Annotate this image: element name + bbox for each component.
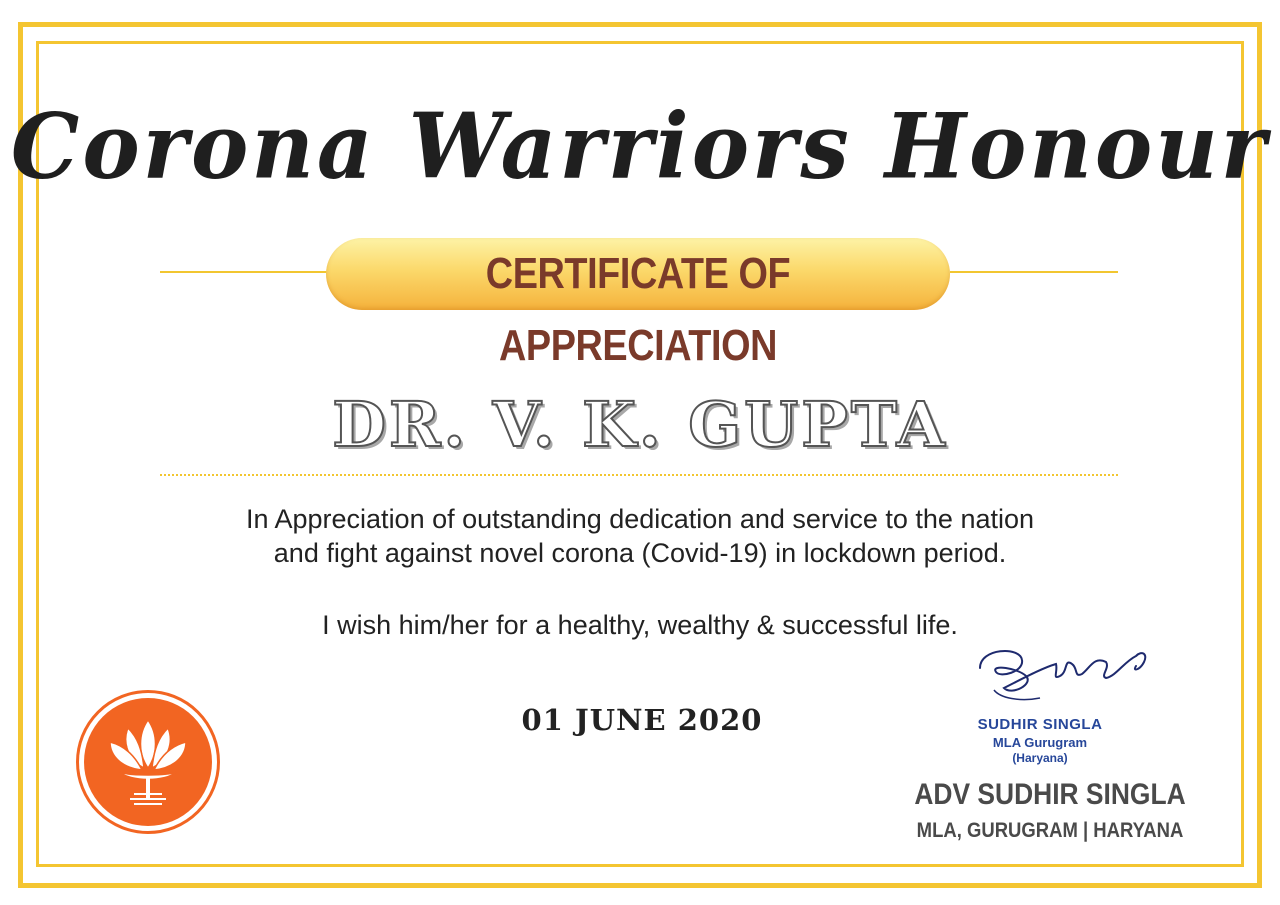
recipient-name: DR. V. K. GUPTA — [332, 388, 948, 461]
appreciation-text-line2: and fight against novel corona (Covid-19) in lockdown period. — [273, 538, 1007, 568]
signature-stamp — [940, 716, 1140, 765]
stamp-title: MLA Gurugram — [992, 735, 1088, 750]
signer-name: ADV SUDHIR SINGLA — [914, 778, 1186, 811]
banner-text: CERTIFICATE OF APPRECIATION — [485, 249, 791, 370]
signer-title: MLA, GURUGRAM | HARYANA — [916, 819, 1184, 842]
stamp-region: (Haryana) — [1012, 751, 1068, 765]
banner-rule-left — [160, 271, 330, 273]
banner-rule-right — [950, 271, 1118, 273]
certificate-banner — [326, 238, 950, 370]
appreciation-text-line1: In Appreciation of outstanding dedication and service to the nation — [245, 504, 1035, 534]
recipient-divider — [160, 474, 1118, 476]
lotus-logo-icon — [84, 698, 212, 826]
wish-text: I wish him/her for a healthy, wealthy & successful life. — [322, 610, 958, 640]
stamp-name: SUDHIR SINGLA — [977, 716, 1103, 733]
certificate-title: Corona Warriors Honour — [10, 93, 1270, 200]
certificate-date: 01 JUNE 2020 — [521, 703, 763, 737]
signature-icon — [960, 628, 1160, 718]
